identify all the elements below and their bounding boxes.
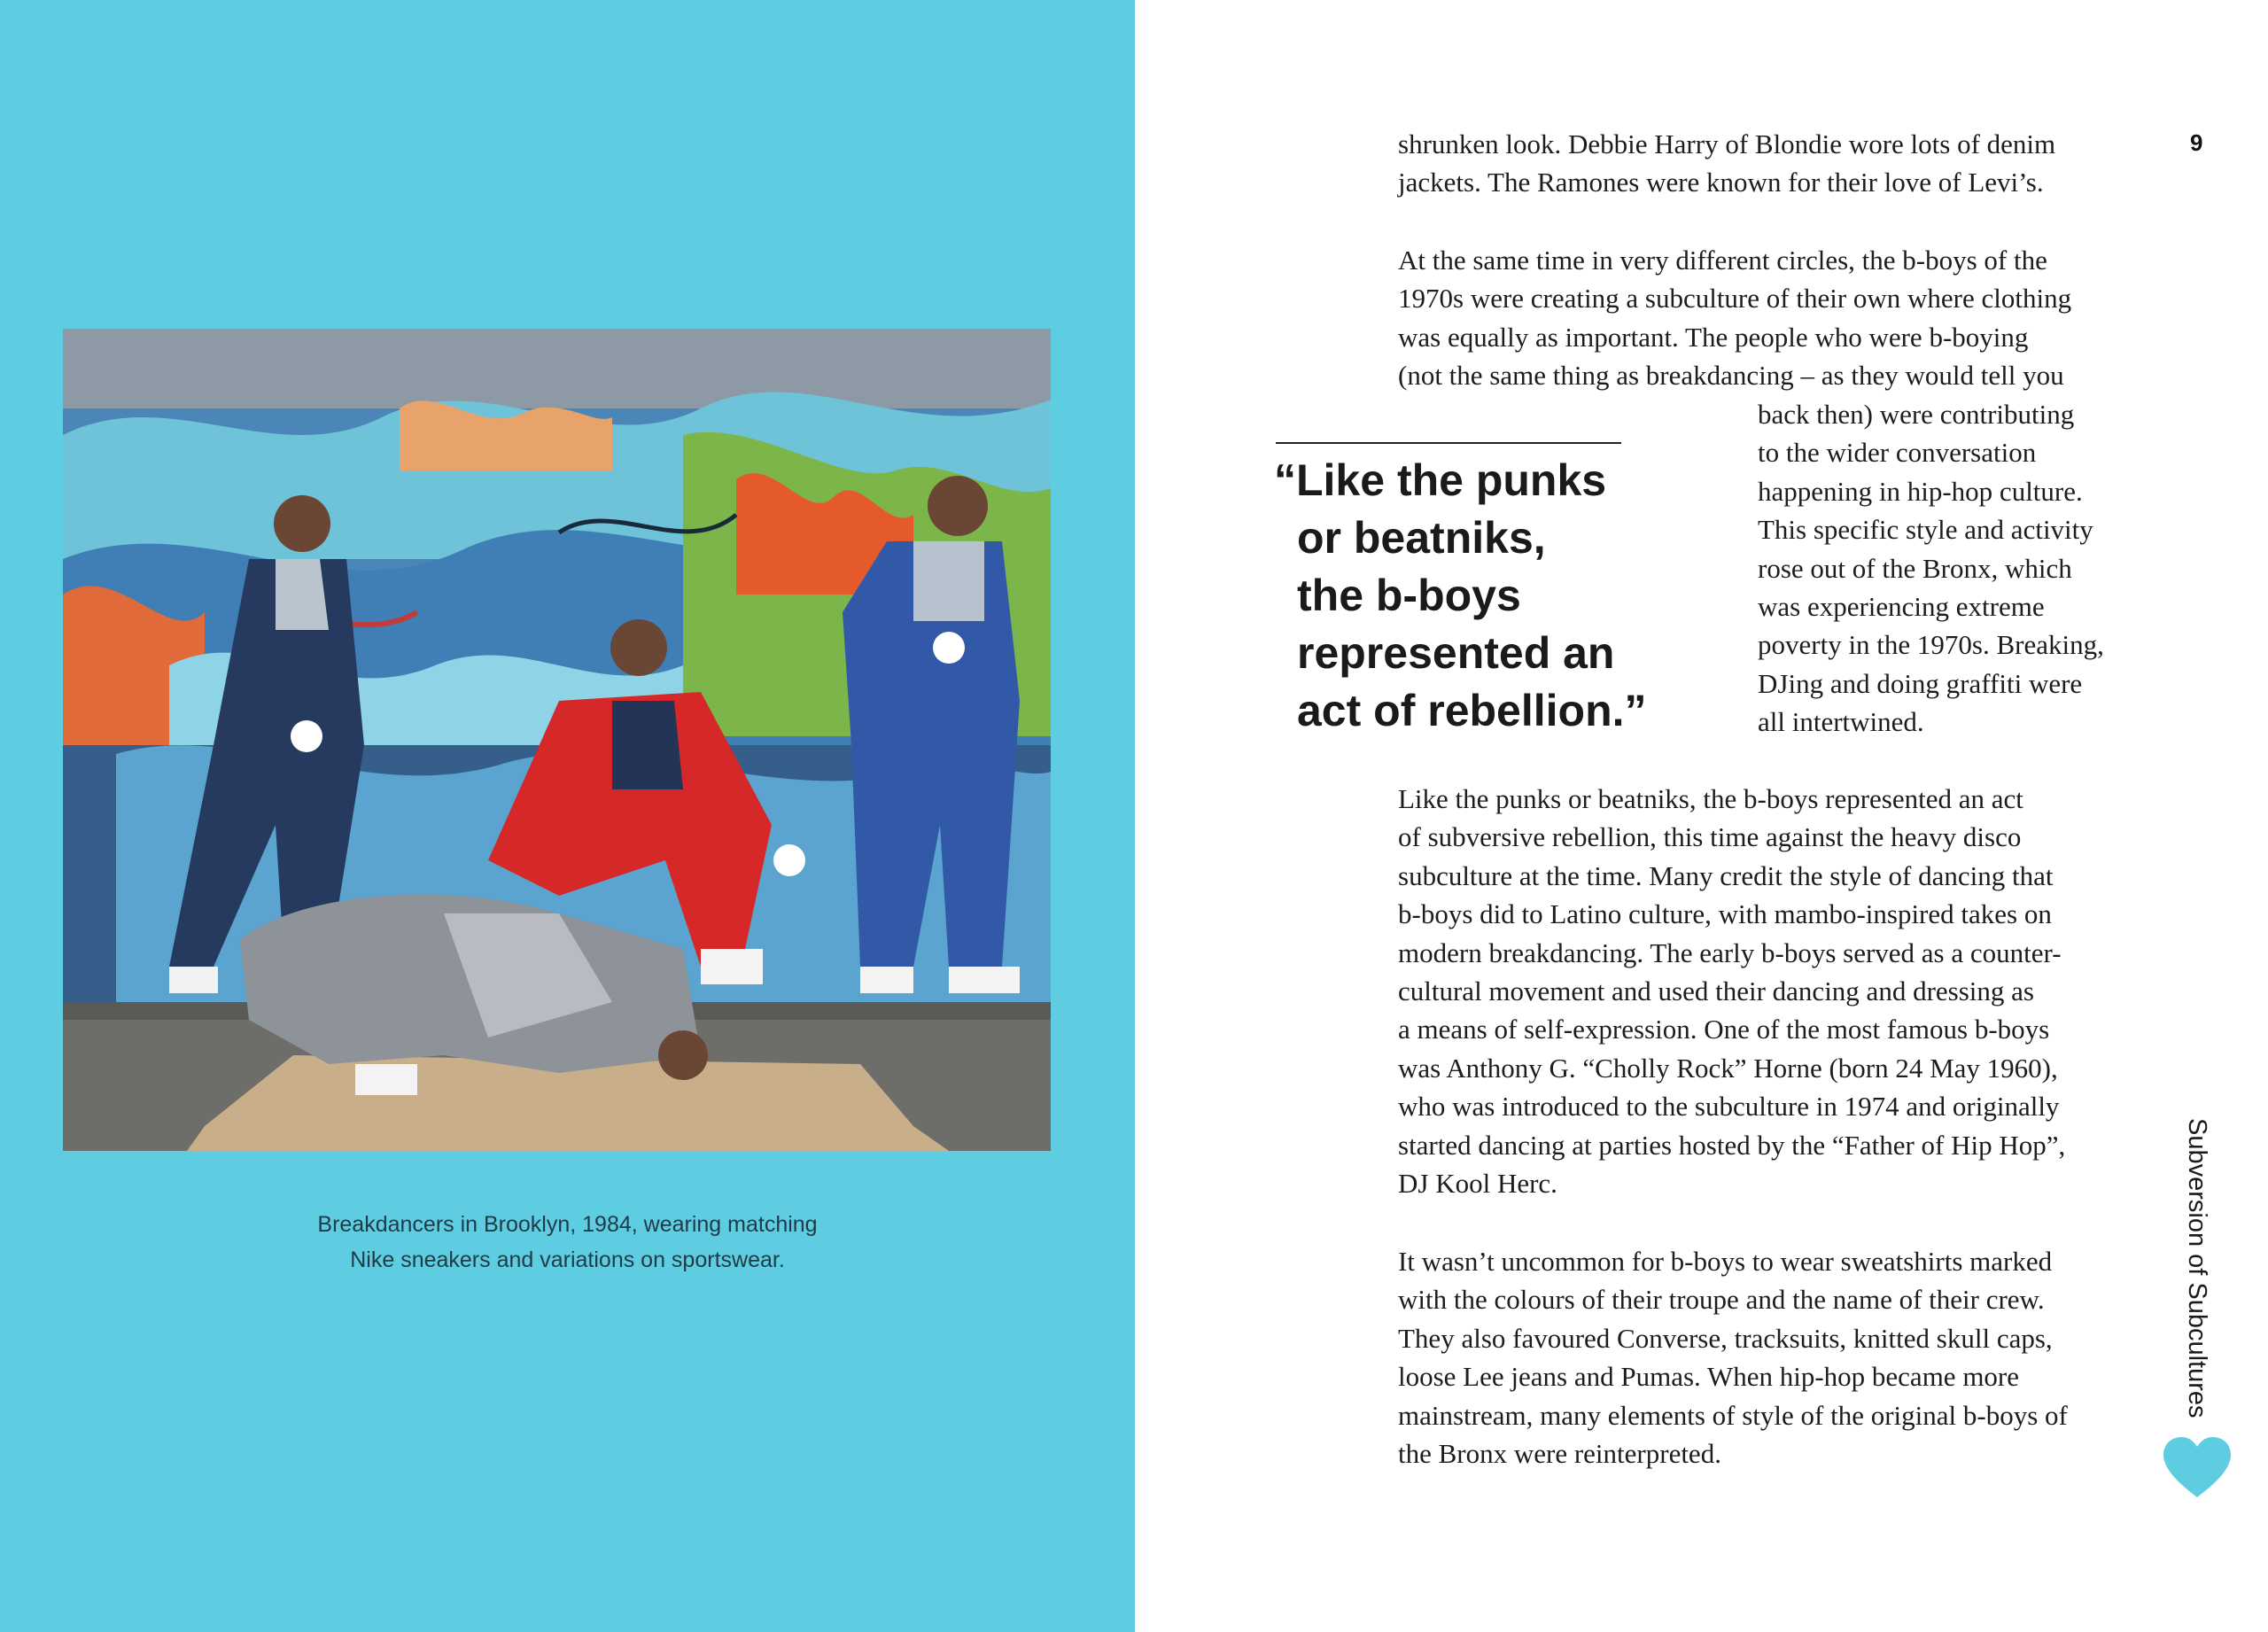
text-line: DJ Kool Herc. bbox=[1398, 1168, 1557, 1200]
text-line: This specific style and activity bbox=[1758, 514, 2093, 546]
pull-quote-line: represented an bbox=[1297, 628, 1615, 678]
text-line: modern breakdancing. The early b-boys served as a counter- bbox=[1398, 936, 2062, 968]
paragraph-4 bbox=[1398, 1242, 2068, 1473]
caption-line: Nike sneakers and variations on sportswear. bbox=[350, 1247, 785, 1272]
page-number: 9 bbox=[2190, 129, 2203, 156]
text-line: poverty in the 1970s. Breaking, bbox=[1758, 629, 2104, 661]
text-line: It wasn’t uncommon for b-boys to wear sweatshirts marked bbox=[1398, 1246, 2053, 1277]
text-line: rose out of the Bronx, which bbox=[1758, 552, 2072, 584]
pull-quote-line: the b-boys bbox=[1297, 571, 1521, 620]
paragraph-1 bbox=[1398, 125, 2055, 202]
text-line: a means of self-expression. One of the most famous b-boys bbox=[1398, 1014, 2050, 1045]
caption-line: Breakdancers in Brooklyn, 1984, wearing matching bbox=[317, 1212, 818, 1237]
breakdancers-photo bbox=[63, 329, 1051, 1151]
text-line: mainstream, many elements of style of the original b-boys of bbox=[1398, 1399, 2068, 1431]
text-line: b-boys did to Latino culture, with mambo-inspired takes on bbox=[1398, 898, 2052, 930]
pull-quote-rule bbox=[1276, 442, 1621, 444]
pull-quote bbox=[1274, 452, 1690, 740]
text-line: shrunken look. Debbie Harry of Blondie wore lots of denim bbox=[1398, 128, 2056, 159]
text-line: happening in hip-hop culture. bbox=[1758, 475, 2083, 507]
heart-icon-shape bbox=[2162, 1435, 2233, 1499]
photo-illustration bbox=[63, 329, 1051, 1151]
running-title: Subversion of Subcultures bbox=[2183, 1118, 2211, 1418]
text-line: all intertwined. bbox=[1758, 706, 1924, 738]
text-line: subculture at the time. Many credit the style of dancing that bbox=[1398, 859, 2054, 891]
text-line: (not the same thing as breakdancing – as they would tell you bbox=[1398, 360, 2064, 392]
text-line: 1970s were creating a subculture of their own where clothing bbox=[1398, 283, 2072, 315]
text-line: loose Lee jeans and Pumas. When hip-hop became more bbox=[1398, 1361, 2020, 1393]
pull-quote-line: act of rebellion.” bbox=[1297, 686, 1647, 735]
text-line: who was introduced to the subculture in 1974 and originally bbox=[1398, 1091, 2060, 1123]
pull-quote-line: “Like the punks bbox=[1274, 455, 1607, 505]
text-line: with the colours of their troupe and the name of their crew. bbox=[1398, 1284, 2045, 1316]
text-line: jackets. The Ramones were known for their love of Levi’s. bbox=[1398, 167, 2044, 198]
text-line: started dancing at parties hosted by the “Father of Hip Hop”, bbox=[1398, 1129, 2066, 1161]
heart-icon bbox=[2162, 1435, 2233, 1499]
text-line: They also favoured Converse, tracksuits, knitted skull caps, bbox=[1398, 1322, 2053, 1354]
text-line: back then) were contributing bbox=[1758, 399, 2075, 430]
text-line: cultural movement and used their dancing and dressing as bbox=[1398, 975, 2034, 1007]
text-line: to the wider conversation bbox=[1758, 437, 2037, 469]
text-line: was experiencing extreme bbox=[1758, 591, 2045, 623]
text-line: was equally as important. The people who were b-boying bbox=[1398, 321, 2029, 353]
photo-caption bbox=[63, 1207, 1072, 1278]
paragraph-2 bbox=[1398, 241, 2071, 395]
text-line: of subversive rebellion, this time against the heavy disco bbox=[1398, 821, 2022, 853]
paragraph-3 bbox=[1398, 780, 2065, 1202]
text-line: was Anthony G. “Cholly Rock” Horne (born 24 May 1960), bbox=[1398, 1052, 2058, 1084]
text-line: DJing and doing graffiti were bbox=[1758, 667, 2083, 699]
paragraph-2-wrapped bbox=[1758, 395, 2104, 742]
text-line: the Bronx were reinterpreted. bbox=[1398, 1438, 1721, 1470]
pull-quote-line: or beatniks, bbox=[1297, 513, 1546, 563]
text-line: At the same time in very different circles, the b-boys of the bbox=[1398, 245, 2047, 276]
text-line: Like the punks or beatniks, the b-boys represented an act bbox=[1398, 783, 2023, 814]
